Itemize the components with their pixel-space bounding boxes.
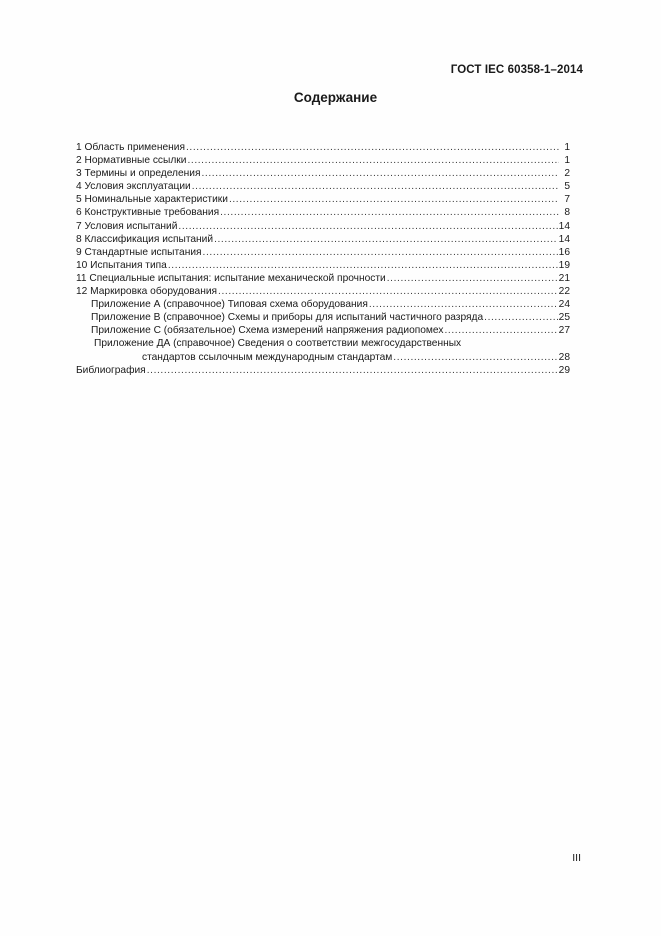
toc-label: 5 Номинальные характеристики	[76, 194, 228, 206]
toc-page: 2	[564, 168, 570, 180]
toc-page: 7	[564, 194, 570, 206]
dot-leader	[147, 364, 558, 377]
toc-label: 12 Маркировка оборудования	[76, 286, 218, 298]
toc-page: 1	[564, 155, 570, 167]
toc-page: 1	[564, 142, 570, 153]
toc-label: Приложение ДА (справочное) Сведения о соответствии межгосударственных	[94, 338, 462, 350]
toc-label: 11 Специальные испытания: испытание механической прочности	[76, 272, 386, 284]
toc-label: 9 Стандартные испытания	[76, 246, 202, 258]
toc-entry-appendix-da[interactable]	[76, 337, 570, 350]
toc-page: 14	[558, 233, 570, 245]
toc-page: 21	[558, 272, 570, 284]
dot-leader	[387, 272, 558, 285]
dot-leader	[201, 167, 559, 180]
toc-page: 29	[558, 364, 570, 376]
dot-leader	[203, 246, 558, 259]
document-code: ГОСТ IEC 60358-1–2014	[450, 64, 583, 76]
toc-page: 8	[564, 207, 570, 219]
toc-page: 22	[558, 286, 570, 298]
dot-leader	[218, 285, 558, 298]
table-of-contents	[76, 141, 570, 377]
toc-label: 1 Область применения	[76, 142, 185, 153]
toc-entry-10[interactable]	[76, 259, 570, 272]
toc-entry-1[interactable]	[76, 141, 570, 154]
toc-label: стандартов ссылочным международным стандартам	[142, 351, 393, 363]
toc-label: 10 Испытания типа	[76, 259, 167, 271]
toc-page: 24	[558, 299, 570, 311]
toc-entry-bibliography[interactable]	[76, 364, 570, 377]
toc-label: Приложение А (справочное) Типовая схема оборудования	[91, 299, 368, 311]
toc-entry-3[interactable]	[76, 167, 570, 180]
toc-page: 14	[558, 220, 570, 232]
toc-label: 8 Классификация испытаний	[76, 233, 214, 245]
toc-label: Библиография	[76, 364, 146, 376]
toc-label: Приложение В (справочное) Схемы и приборы для испытаний частичного разряда	[91, 312, 484, 324]
toc-label: 3 Термины и определения	[76, 168, 201, 180]
toc-label: 7 Условия испытаний	[76, 220, 178, 232]
toc-entry-6[interactable]	[76, 206, 570, 219]
toc-page: 16	[558, 246, 570, 258]
toc-entry-appendix-c[interactable]	[76, 324, 570, 337]
toc-entry-7[interactable]	[76, 220, 570, 233]
toc-entry-5[interactable]	[76, 193, 570, 206]
toc-label: 4 Условия эксплуатации	[76, 181, 191, 193]
dot-leader	[444, 324, 557, 337]
toc-entry-9[interactable]	[76, 246, 570, 259]
toc-label: Приложение С (обязательное) Схема измерений напряжения радиопомех	[91, 325, 444, 337]
dot-leader	[186, 141, 559, 154]
toc-entry-appendix-a[interactable]	[76, 298, 570, 311]
dot-leader	[393, 351, 557, 364]
dot-leader	[168, 259, 558, 272]
dot-leader	[214, 233, 558, 246]
toc-page: 5	[564, 181, 570, 193]
toc-entry-appendix-da-cont[interactable]	[76, 351, 570, 364]
toc-label: 6 Конструктивные требования	[76, 207, 220, 219]
dot-leader	[229, 193, 559, 206]
toc-page: 25	[558, 312, 570, 324]
dot-leader	[187, 154, 559, 167]
toc-entry-11[interactable]	[76, 272, 570, 285]
toc-entry-2[interactable]	[76, 154, 570, 167]
dot-leader	[369, 298, 558, 311]
toc-entry-12[interactable]	[76, 285, 570, 298]
toc-entry-8[interactable]	[76, 233, 570, 246]
dot-leader	[178, 220, 557, 233]
dot-leader	[220, 206, 559, 219]
toc-page: 27	[558, 325, 570, 337]
dot-leader	[484, 311, 558, 324]
toc-entry-appendix-b[interactable]	[76, 311, 570, 324]
toc-page: 28	[558, 351, 570, 363]
page-title: Содержание	[293, 90, 378, 105]
toc-page: 19	[558, 259, 570, 271]
toc-entry-4[interactable]	[76, 180, 570, 193]
dot-leader	[192, 180, 559, 193]
toc-label: 2 Нормативные ссылки	[76, 155, 187, 167]
page-number: III	[572, 852, 581, 864]
